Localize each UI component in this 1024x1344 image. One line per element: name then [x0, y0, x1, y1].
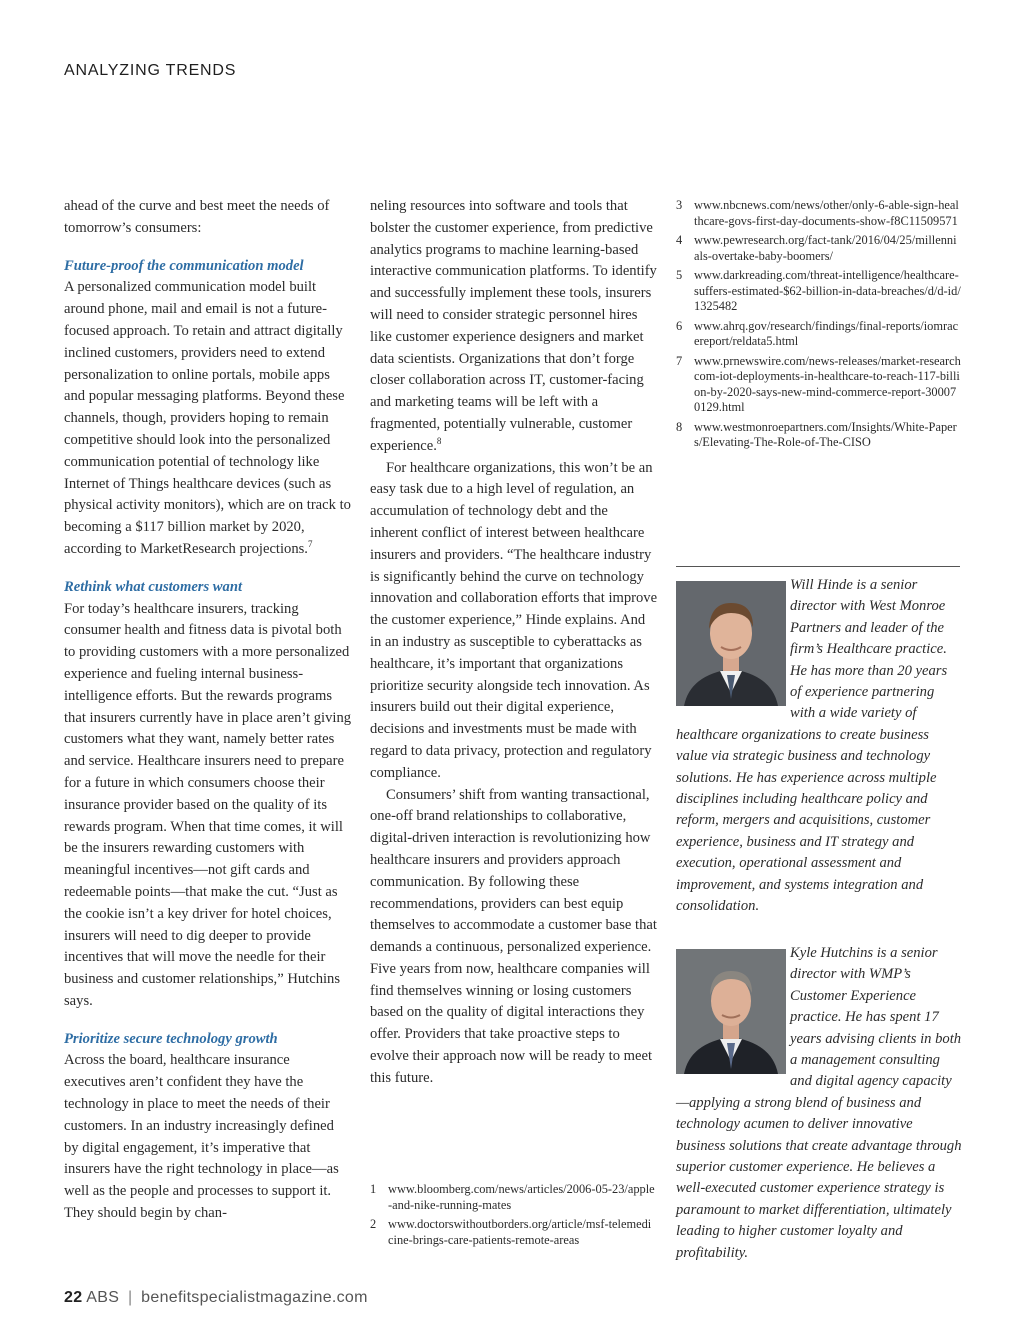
divider [676, 566, 960, 567]
page-number: 22 [64, 1289, 83, 1306]
footnote-link[interactable]: www.pewresearch.org/fact-tank/2016/04/25/millennials-overtake-baby-boomers/ [694, 233, 957, 263]
footnote-link[interactable]: www.ahrq.gov/research/findings/final-reports/iomracereport/reldata5.html [694, 318, 959, 348]
paragraph: Consumers’ shift from wanting transactional, one-off brand relationships to collaborative, digital-driven interaction is revolutionizing how healthcare insurers and providers approach communication. By following these recommendations, providers can best equip themselves to accommodate a customer base that demands a continuous, personalized experience. Five years from now, healthcare companies will find themselves winning or losing customers based on the quality of digital interactions they offer. Providers that take proactive steps to evolve their approach now will be ready to meet this future. [370, 786, 657, 1086]
subheading-customers: Rethink what customers want [64, 578, 243, 595]
author-photo-hutchins [676, 949, 786, 1074]
footnote: 4 www.pewresearch.org/fact-tank/2016/04/25/millennials-overtake-baby-boomers/ [676, 233, 961, 264]
author-bio-hinde: Will Hinde is a senior director with West Monroe Partners and leader of the firm’s Healthcare practice. He has more than 20 years of experience partnering with a wide variety of healthcare organizations to create business value via strategic business and technology solutions. He has experience across multiple disciplines including healthcare policy and reform, mergers and acquisitions, customer experience, business and IT strategy and execution, operational assessment and improvement, and systems integration and consolidation. [676, 577, 948, 915]
footnote-ref: 8 [436, 435, 442, 446]
footnote: 5 www.darkreading.com/threat-intelligence/healthcare-suffers-estimated-$62-billion-in-data-breaches/d/d-id/1325482 [676, 268, 961, 313]
footnote: 3 www.nbcnews.com/news/other/only-6-able-sign-healthcare-govs-first-day-documents-show-f8C11509571 [676, 198, 961, 229]
paragraph: For today’s healthcare insurers, tracking consumer health and fitness data is pivotal both to providing customers with a more personalized experience and fueling internal business-intelligence efforts. But the rewards programs that insurers currently have in place aren’t giving customers what they want, namely better rates and service. Healthcare insurers need to prepare for a future in which consumers choose their insurance provider based on the quality of its rewards program. When that time comes, it will be the insurers rewarding customers with meaningful incentives—not gift cards and redeemable points—that make the cut. “Just as the cookie isn’t a key driver for hotel choices, insurers will need to dig deeper to provide incentives that will move the needle for their business and customer relationships,” Hutchins says. [64, 600, 352, 1009]
footnote: 7 www.prnewswire.com/news-releases/market-researchcom-iot-deployments-in-healthcare-to-reach-117-billion-by-2020-says-new-mind-commerce-report-300070129.html [676, 353, 961, 414]
footnotes-bottom [370, 1182, 655, 1252]
website-link[interactable]: benefitspecialistmagazine.com [141, 1289, 368, 1306]
footnote-link[interactable]: www.nbcnews.com/news/other/only-6-able-sign-healthcare-govs-first-day-documents-show-f8C11509571 [694, 198, 959, 228]
author-photo-hinde [676, 581, 786, 706]
footer-separator: | [127, 1289, 133, 1306]
paragraph: For healthcare organizations, this won’t be an easy task due to a high level of regulation, an accumulation of technology debt and the inherent conflict of interest between healthcare insurers and providers. “The healthcare industry is significantly behind the curve on technology innovation and collaboration efforts that improve the customer experience,” Hinde explains. And in an industry as susceptible to cyberattacks as healthcare, it’s important that organizations prioritize security alongside tech innovation. As insurers build out their digital experience, decisions and investments must be made with regard to data privacy, protection and regulatory compliance. [370, 459, 658, 781]
subheading-communication: Future-proof the communication model [64, 257, 304, 274]
footnote: 2 www.doctorswithoutborders.org/article/msf-telemedicine-brings-care-patients-remote-areas [370, 1217, 655, 1248]
section-label: ANALYZING TRENDS [64, 62, 237, 79]
paragraph: ahead of the curve and best meet the needs of tomorrow’s consumers: [64, 198, 330, 236]
footnote: 1 www.bloomberg.com/news/articles/2006-05-23/apple-and-nike-running-mates [370, 1182, 655, 1212]
footnote: 6 www.ahrq.gov/research/findings/final-reports/iomracereport/reldata5.html [676, 319, 961, 350]
footnote: 8 www.westmonroepartners.com/Insights/White-Papers/Elevating-The-Role-of-The-CISO [676, 420, 961, 451]
footnote-ref: 7 [307, 539, 313, 550]
footnotes-top [676, 198, 961, 455]
page-footer [64, 1289, 368, 1307]
footnote-link[interactable]: www.westmonroepartners.com/Insights/White-Papers/Elevating-The-Role-of-The-CISO [694, 419, 957, 449]
author-bio-hutchins: Kyle Hutchins is a senior director with WMP’s Customer Experience practice. He has spent 17 years advising clients in both a management consulting and digital agency capacity—applying a strong blend of business and technology acumen to deliver innovative business solutions that create advantage through superior customer experience. He believes a well-executed customer experience strategy is paramount to market differentiation, ultimately leading to higher customer loyalty and profitability. [676, 945, 962, 1261]
paragraph: A personalized communication model built around phone, mail and email is not a future-focused approach. To retain and attract digitally inclined customers, providers need to extend personalization to online portals, mobile apps and popular messaging platforms. Beyond these channels, though, providers hoping to remain competitive should look into the personalized communication potential of technology like Internet of Things healthcare devices (such as physical activity monitors), which are on track to becoming a $117 billion market by 2020, according to MarketResearch projections.$^7$ [64, 279, 351, 557]
footnote-link[interactable]: www.prnewswire.com/news-releases/market-researchcom-iot-deployments-in-healthcare-to-reach-117-billion-by-2020-says-new-mind-commerce-report-300070129.html [694, 353, 961, 414]
publication-name: ABS [86, 1289, 120, 1306]
footnote-link[interactable]: www.doctorswithoutborders.org/article/msf-telemedicine-brings-care-patients-remote-areas [388, 1217, 652, 1247]
article-column-2 [370, 196, 658, 1090]
footnote-link[interactable]: www.darkreading.com/threat-intelligence/healthcare-suffers-estimated-$62-billion-in-data-breaches/d/d-id/1325482 [694, 268, 961, 313]
paragraph: Across the board, healthcare insurance executives aren’t confident they have the technology in place to meet the needs of their customers. In an industry increasingly defined by digital engagement, it’s imperative that insurers have the right technology in place—as well as the people and processes to support it. They should begin by chan- [64, 1052, 339, 1222]
paragraph: neling resources into software and tools that bolster the customer experience, from predictive analytics programs to machine learning-based interactive communication platforms. To identify and successfully implement these tools, insurers will need to consider strategic personnel hires like customer experience designers and market data scientists. Organizations that don’t forge closer collaboration across IT, customer-facing and marketing teams will be left with a fragmented, potentially vulnerable, customer experience.$^8$ [370, 198, 657, 454]
article-column-1 [64, 196, 352, 1225]
footnote-link[interactable]: www.bloomberg.com/news/articles/2006-05-23/apple-and-nike-running-mates [388, 1182, 655, 1212]
subheading-technology: Prioritize secure technology growth [64, 1030, 278, 1047]
